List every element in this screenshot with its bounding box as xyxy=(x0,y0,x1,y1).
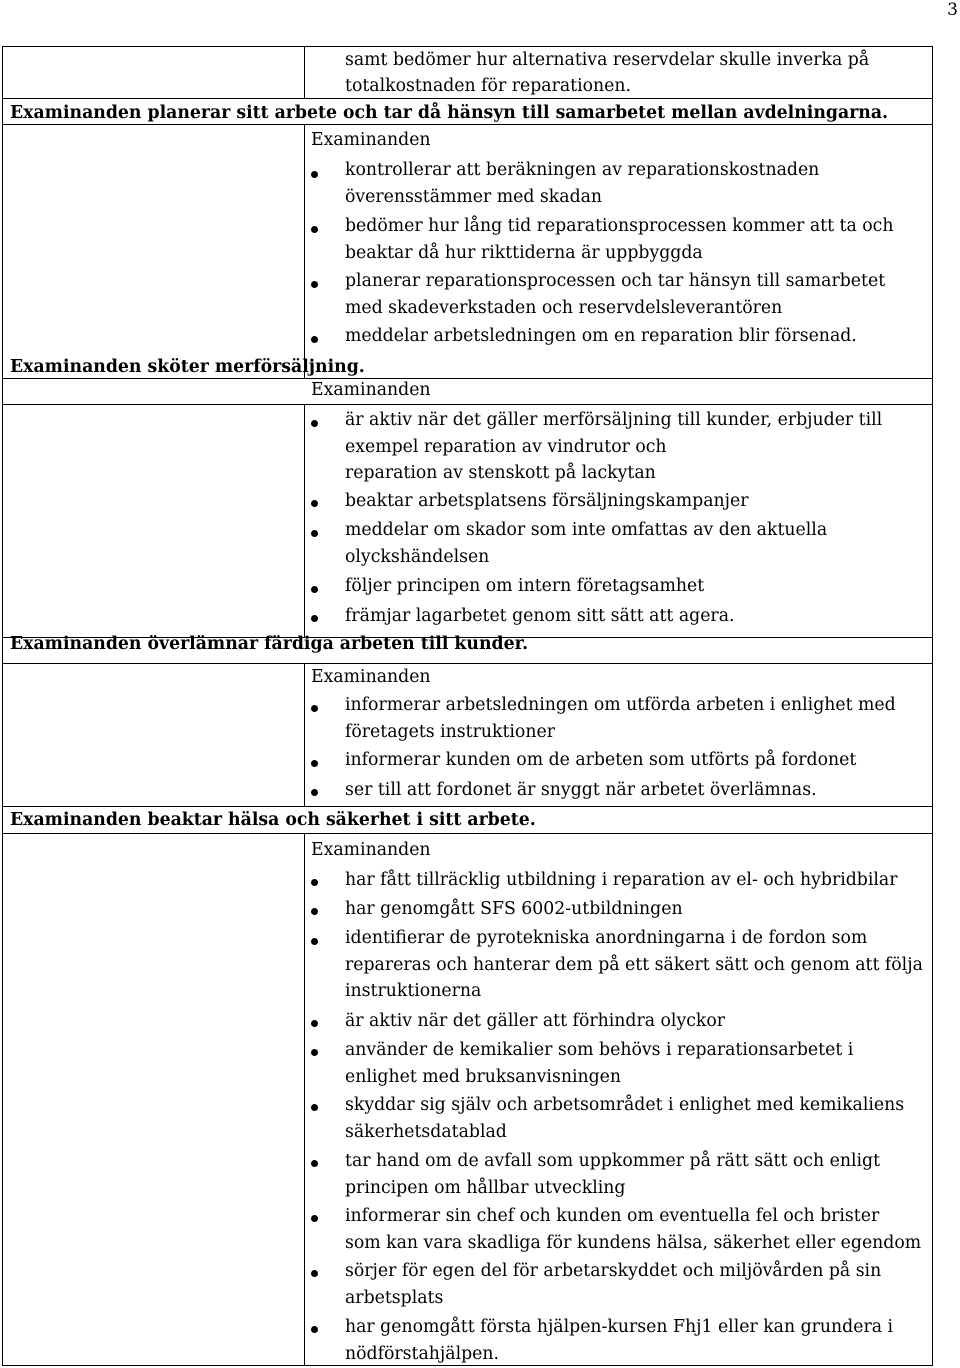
list-item: använder de kemikalier som behövs i reparationsarbetet i enlighet med bruksanvisningen xyxy=(345,1040,854,1087)
list-item: sörjer för egen del för arbetarskyddet och miljövården på sin arbetsplats xyxy=(345,1261,882,1308)
row-divider xyxy=(3,833,932,834)
list-item: har genomgått första hjälpen-kursen Fhj1 eller kan grundera i nödförstahjälpen. xyxy=(345,1317,894,1364)
list-item: skyddar sig själv och arbetsområdet i enlighet med kemikaliens säkerhetsdatablad xyxy=(345,1095,905,1142)
bullet-icon xyxy=(311,615,318,622)
row-divider xyxy=(3,404,932,405)
list-item: kontrollerar att beräkningen av reparationskostnaden överensstämmer med skadan xyxy=(345,160,820,207)
section-lead: Examinanden xyxy=(311,130,431,150)
bullet-icon xyxy=(311,1049,318,1056)
bullet-icon xyxy=(311,336,318,343)
list-item: har genomgått SFS 6002-utbildningen xyxy=(345,899,683,919)
list-item: ser till att fordonet är snyggt när arbetet överlämnas. xyxy=(345,780,817,800)
section-heading: Examinanden beaktar hälsa och säkerhet i sitt arbete. xyxy=(10,810,536,830)
column-divider xyxy=(304,404,305,637)
list-item: beaktar arbetsplatsens försäljningskampanjer xyxy=(345,491,749,511)
bullet-icon xyxy=(311,789,318,796)
bullet-icon xyxy=(311,1104,318,1111)
section-heading: Examinanden planerar sitt arbete och tar då hänsyn till samarbetet mellan avdelningarna. xyxy=(10,103,889,123)
section-heading: Examinanden sköter merförsäljning. xyxy=(10,357,365,377)
list-item: bedömer hur lång tid reparationsprocessen kommer att ta och beaktar då hur rikttiderna är uppbyggda xyxy=(345,216,894,263)
bullet-icon xyxy=(311,938,318,945)
column-divider xyxy=(304,47,305,98)
bullet-icon xyxy=(311,1215,318,1222)
list-item: är aktiv när det gäller att förhindra olyckor xyxy=(345,1011,726,1031)
bullet-icon xyxy=(311,171,318,178)
list-item: har fått tillräcklig utbildning i reparation av el- och hybridbilar xyxy=(345,870,898,890)
section-heading: Examinanden överlämnar färdiga arbeten till kunder. xyxy=(10,634,529,654)
section-lead: Examinanden xyxy=(311,380,431,400)
bullet-icon xyxy=(311,500,318,507)
bullet-icon xyxy=(311,1020,318,1027)
bullet-icon xyxy=(311,226,318,233)
criteria-table xyxy=(2,46,933,1366)
bullet-icon xyxy=(311,420,318,427)
list-item: följer principen om intern företagsamhet xyxy=(345,576,705,596)
section-lead: Examinanden xyxy=(311,667,431,687)
list-item: informerar arbetsledningen om utförda arbeten i enlighet med företagets instruktioner xyxy=(345,695,896,742)
bullet-icon xyxy=(311,281,318,288)
list-item: främjar lagarbetet genom sitt sätt att agera. xyxy=(345,606,735,626)
bullet-icon xyxy=(311,760,318,767)
list-item: tar hand om de avfall som uppkommer på rätt sätt och enligt principen om hållbar utveckling xyxy=(345,1151,881,1198)
list-item: meddelar om skador som inte omfattas av den aktuella olyckshändelsen xyxy=(345,520,828,567)
bullet-icon xyxy=(311,1270,318,1277)
column-divider xyxy=(304,124,305,378)
bullet-icon xyxy=(311,705,318,712)
bullet-icon xyxy=(311,586,318,593)
list-item: planerar reparationsprocessen och tar hänsyn till samarbetet med skadeverkstaden och reservdelsleverantören xyxy=(345,271,886,318)
bullet-icon xyxy=(311,1160,318,1167)
column-divider xyxy=(304,833,305,1366)
bullet-icon xyxy=(311,530,318,537)
column-divider xyxy=(304,663,305,806)
row-divider xyxy=(3,663,932,664)
bullet-icon xyxy=(311,908,318,915)
page-number: 3 xyxy=(947,0,958,20)
list-item: meddelar arbetsledningen om en reparation blir försenad. xyxy=(345,326,857,346)
bullet-icon xyxy=(311,1326,318,1333)
bullet-icon xyxy=(311,879,318,886)
list-item: är aktiv när det gäller merförsäljning till kunder, erbjuder till exempel reparation av vindrutor och reparation av stenskott på lackytan xyxy=(345,410,883,483)
section-lead: Examinanden xyxy=(311,840,431,860)
list-item: informerar sin chef och kunden om eventuella fel och brister som kan vara skadliga för kundens hälsa, säkerhet eller egendom xyxy=(345,1206,922,1253)
intro-continuation: samt bedömer hur alternativa reservdelar skulle inverka på totalkostnaden för reparationen. xyxy=(345,50,870,96)
list-item: identifierar de pyrotekniska anordningarna i de fordon som repareras och hanterar dem på ett säkert sätt och genom att följa instruktionerna xyxy=(345,928,923,1001)
list-item: informerar kunden om de arbeten som utförts på fordonet xyxy=(345,750,857,770)
